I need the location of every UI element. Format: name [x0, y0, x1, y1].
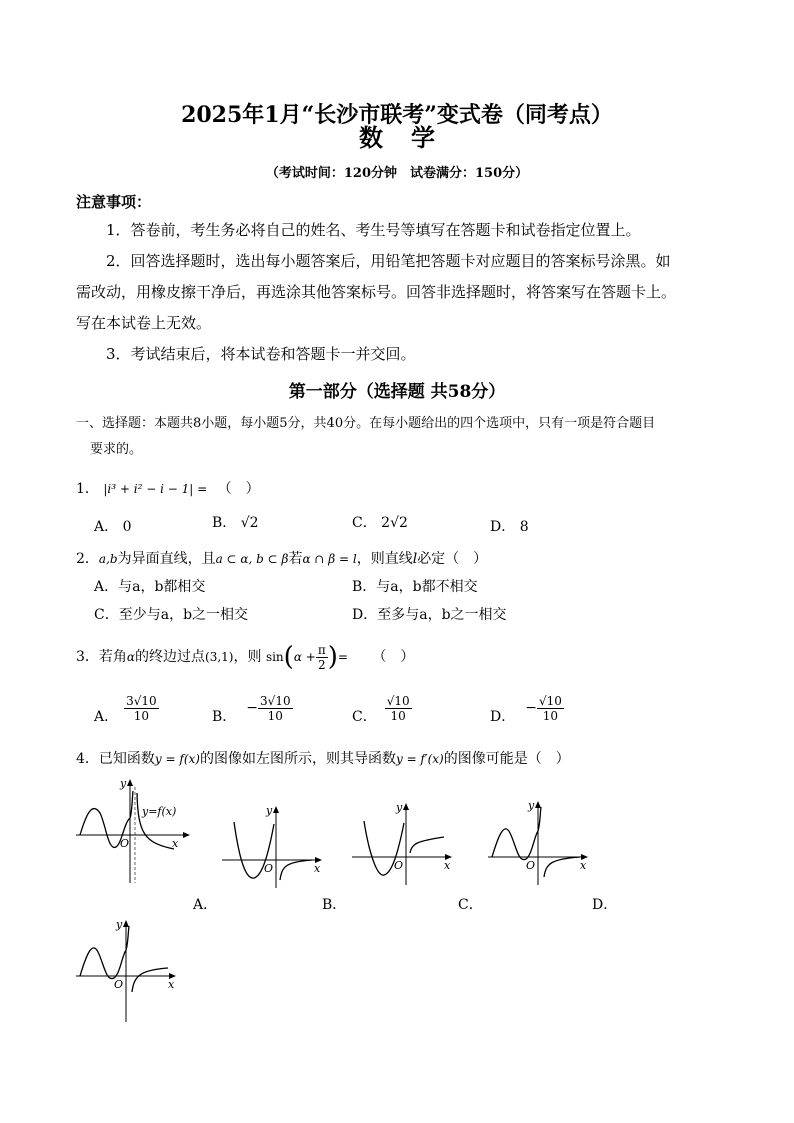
- svg-text:x: x: [314, 862, 321, 875]
- q3-option-a[interactable]: A． $\frac{3√10}{10}$: [94, 693, 157, 725]
- original-function-graph: [74, 773, 194, 885]
- notice-item-2: 2．回答选择题时，选出每小题答案后，用铅笔把答题卡对应题目的答案标号涂黑。如: [106, 252, 671, 270]
- q1-option-d[interactable]: D． 8: [490, 519, 529, 535]
- notice-item-1: 1．答卷前，考生务必将自己的姓名、考生号等填写在答题卡和试卷指定位置上。: [106, 221, 641, 239]
- q4-option-d-graph[interactable]: [74, 916, 184, 1024]
- svg-text:O: O: [114, 978, 124, 991]
- section-instructions: 一、选择题：本题共8小题，每小题5分，共40分。在每小题给出的四个选项中，只有一项是符合题目: [76, 416, 656, 431]
- notice-item-3: 3．考试结束后，将本试卷和答题卡一并交回。: [106, 345, 416, 363]
- q3-option-c[interactable]: C． $\frac{√10}{10}$: [352, 693, 410, 725]
- notice-item-2-end: 写在本试卷上无效。: [76, 314, 212, 332]
- part-one-title: 第一部分（选择题 共58分）: [288, 382, 506, 402]
- svg-text:O: O: [264, 862, 274, 875]
- svg-text:y=f(x): y=f(x): [142, 805, 177, 818]
- q4-option-a-label[interactable]: A．: [193, 897, 218, 913]
- q1-option-a[interactable]: A． 0: [94, 519, 132, 535]
- svg-text:x: x: [580, 859, 587, 872]
- q4-option-b-graph[interactable]: [350, 797, 460, 887]
- q2-option-c[interactable]: C．至少与a，b之一相交: [94, 607, 249, 623]
- exam-title: 2025年1月“长沙市联考”变式卷（同考点）: [181, 102, 613, 128]
- q2-option-b[interactable]: B．与a，b都不相交: [352, 579, 478, 595]
- svg-text:y: y: [266, 804, 273, 817]
- exam-time-info: （考试时间：120分钟 试卷满分：150分）: [265, 166, 529, 181]
- q3-option-b[interactable]: B． − $\frac{3√10}{10}$: [212, 693, 291, 725]
- q4-option-c-graph[interactable]: [486, 797, 596, 887]
- q1-option-c[interactable]: C． 2√2: [352, 515, 408, 531]
- question-number: 1．: [76, 481, 99, 497]
- section-instructions-end: 要求的。: [90, 442, 143, 457]
- notice-item-2-cont: 需改动，用橡皮擦干净后，再选涂其他答案标号。回答非选择题时，将答案写在答题卡上。: [76, 283, 677, 301]
- svg-text:y: y: [528, 799, 535, 812]
- svg-text:x: x: [168, 978, 175, 991]
- question-3: 3．若角α的终边过点(3,1)，则 sin ( α + $\frac{\pi}{2}$ ) = （ ）: [76, 642, 415, 672]
- svg-text:O: O: [526, 859, 536, 872]
- q3-option-d[interactable]: D． − $\frac{√10}{10}$: [490, 693, 562, 725]
- q2-option-d[interactable]: D．至多与a，b之一相交: [352, 607, 507, 623]
- answer-paren: （ ）: [217, 481, 260, 497]
- q4-option-c-label[interactable]: C．: [458, 897, 483, 913]
- svg-text:y: y: [396, 801, 403, 814]
- question-1: [76, 478, 260, 498]
- q1-option-b[interactable]: B． √2: [212, 515, 259, 531]
- svg-text:x: x: [172, 837, 179, 850]
- question-4: 4．已知函数y = f(x)的图像如左图所示，则其导函数y = f′(x)的图像可能是（ ）: [76, 751, 570, 767]
- svg-text:x: x: [444, 859, 451, 872]
- q4-option-b-label[interactable]: B．: [322, 897, 347, 913]
- svg-text:y: y: [120, 777, 127, 790]
- q2-option-a[interactable]: A．与a，b都相交: [94, 579, 206, 595]
- q4-option-a-graph[interactable]: [220, 800, 330, 890]
- q4-option-d-label[interactable]: D．: [592, 897, 618, 913]
- svg-text:O: O: [394, 859, 404, 872]
- svg-text:y: y: [116, 918, 123, 931]
- notice-heading: 注意事项：: [76, 193, 152, 211]
- subject-title: 数学: [359, 123, 463, 152]
- math-expression: |i³ + i² − i − 1| =: [103, 482, 208, 496]
- question-2: 2．a,b为异面直线，且a ⊂ α, b ⊂ β若α ∩ β = l，则直线l必定（ ）: [76, 551, 488, 567]
- svg-text:O: O: [120, 837, 130, 850]
